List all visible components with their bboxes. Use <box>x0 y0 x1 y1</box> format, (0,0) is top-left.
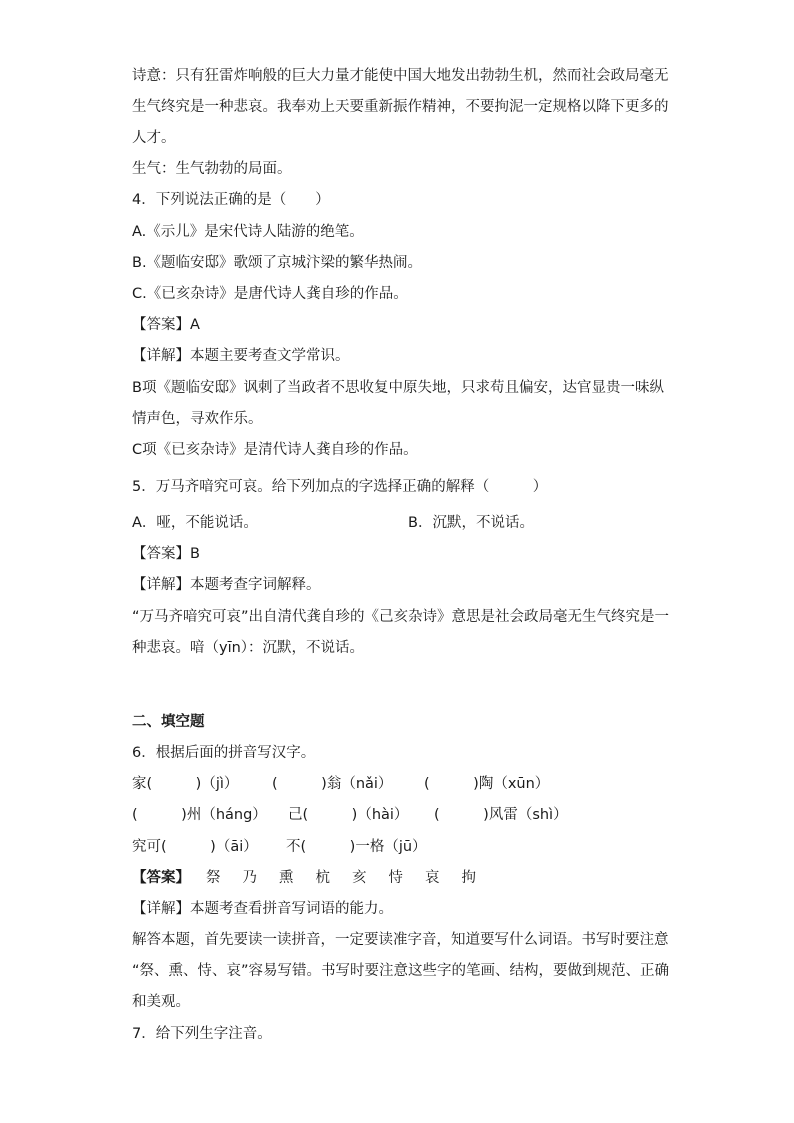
q6-blank-2: ( )翁（nǎi） <box>272 776 393 792</box>
q6-blank-1: 家( )（jì） <box>132 776 239 792</box>
q4-option-a: A.《示儿》是宋代诗人陆游的绝笔。 <box>132 224 364 240</box>
q5-detail-1: 【详解】本题考查字词解释。 <box>132 577 321 593</box>
poem-meaning-line-3: 人才。 <box>132 130 176 146</box>
q6-answer-char: 拘 <box>461 870 476 886</box>
q6-answer-char: 祭 <box>206 870 221 886</box>
q6-detail-1: 【详解】本题考查看拼音写词语的能力。 <box>132 901 393 917</box>
poem-meaning-line-2: 生气终究是一种悲哀。我奉劝上天要重新振作精神，不要拘泥一定规格以降下更多的 <box>132 99 669 115</box>
q6-blank-3: ( )陶（xūn） <box>424 776 550 792</box>
q6-answer-char: 恃 <box>388 870 403 886</box>
q4-detail-1: 【详解】本题主要考查文学常识。 <box>132 348 350 364</box>
q6-blank-7: 究可( )（āi） <box>132 839 258 855</box>
q6-detail-4: 和美观。 <box>132 994 190 1010</box>
q6-answer-char: 哀 <box>425 870 440 886</box>
q5-stem: 5．万马齐喑究可哀。给下列加点的字选择正确的解释（ ） <box>132 479 548 495</box>
q5-answer: 【答案】B <box>132 546 200 562</box>
q6-answer <box>132 868 498 888</box>
q6-detail-2: 解答本题，首先要读一读拼音，一定要读准字音，知道要写什么词语。书写时要注意 <box>132 932 669 948</box>
q6-detail-3: “祭、熏、恃、哀”容易写错。书写时要注意这些字的笔画、结构，要做到规范、正确 <box>132 963 670 979</box>
q6-blank-4: ( )州（háng） <box>132 807 267 823</box>
q5-option-a: A．哑，不能说话。 <box>132 515 258 531</box>
q6-stem: 6．根据后面的拼音写汉字。 <box>132 745 316 761</box>
q6-answer-label: 【答案】 <box>132 870 190 886</box>
poem-meaning-line-1: 诗意：只有狂雷炸响般的巨大力量才能使中国大地发出勃勃生机，然而社会政局毫无 <box>132 68 669 84</box>
q6-answer-char: 亥 <box>352 870 367 886</box>
q6-blank-8: 不( )一格（jū） <box>286 839 427 855</box>
q4-answer: 【答案】A <box>132 317 200 333</box>
q4-detail-4: C项《已亥杂诗》是清代诗人龚自珍的作品。 <box>132 442 418 458</box>
q4-option-b: B.《题临安邸》歌颂了京城汴梁的繁华热闹。 <box>132 255 423 271</box>
q4-detail-3: 情声色，寻欢作乐。 <box>132 411 263 427</box>
q4-detail-2: B项《题临安邸》讽刺了当政者不思收复中原失地，只求苟且偏安，达官显贵一味纵 <box>132 380 664 396</box>
shengqi-definition: 生气：生气勃勃的局面。 <box>132 161 292 177</box>
q5-detail-3: 种悲哀。喑（yīn）：沉默，不说话。 <box>132 640 365 656</box>
q6-blank-5: 己( )（hài） <box>288 807 409 823</box>
q6-blank-6: ( )风雷（shì） <box>434 807 568 823</box>
q6-answer-char: 乃 <box>242 870 257 886</box>
q7-stem: 7．给下列生字注音。 <box>132 1026 272 1042</box>
q4-stem: 4．下列说法正确的是（ ） <box>132 192 330 208</box>
q5-detail-2: “万马齐喑究可哀”出自清代龚自珍的《己亥杂诗》意思是社会政局毫无生气终究是一 <box>132 609 670 625</box>
section-heading: 二、填空题 <box>132 714 205 730</box>
q5-option-b: B．沉默，不说话。 <box>408 515 534 531</box>
q4-option-c: C.《已亥杂诗》是唐代诗人龚自珍的作品。 <box>132 286 408 302</box>
q6-answer-char: 杭 <box>315 870 330 886</box>
q6-answer-char: 熏 <box>279 870 294 886</box>
